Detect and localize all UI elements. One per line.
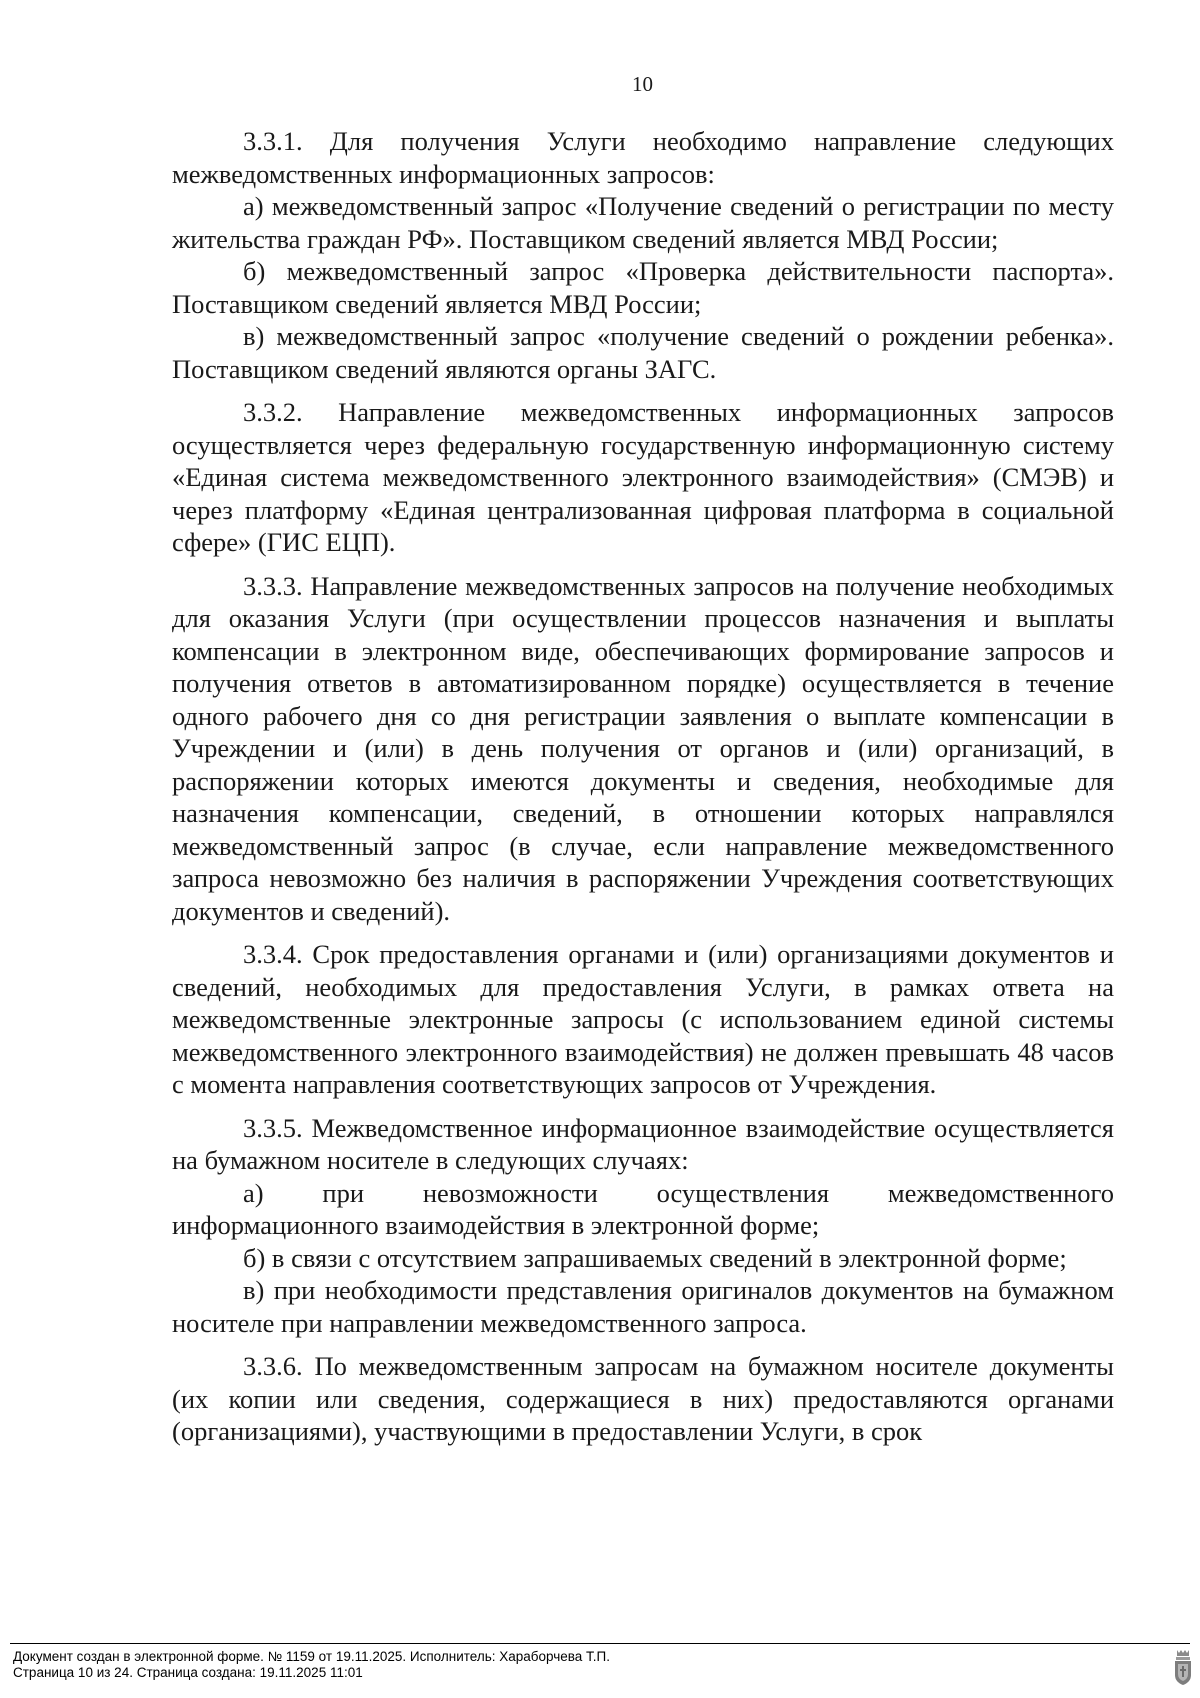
list-item-v: в) при необходимости представления оригиналов документов на бумажном носителе при направлении межведомственного запроса. bbox=[172, 1275, 1114, 1338]
list-item-v: в) межведомственный запрос «получение сведений о рождении ребенка». Поставщиком сведений являются органы ЗАГС. bbox=[172, 321, 1114, 384]
paragraph-3-3-4: 3.3.4. Срок предоставления органами и (или) организациями документов и сведений, необходимых для предоставления Услуги, в рамках ответа на межведомственные электронные запросы (с использованием единой системы межведомственного электронного взаимодействия) не должен превышать 48 часов с момента направления соответствующих запросов от Учреждения. bbox=[172, 939, 1114, 1099]
footer-divider bbox=[10, 1643, 1190, 1644]
footer-document-info: Документ создан в электронной форме. № 1159 от 19.11.2025. Исполнитель: Хараборчева Т.П. bbox=[13, 1649, 610, 1664]
list-item-b: б) в связи с отсутствием запрашиваемых сведений в электронной форме; bbox=[243, 1242, 1067, 1273]
paragraph-3-3-6: 3.3.6. По межведомственным запросам на бумажном носителе документы (их копии или сведения, содержащиеся в них) предоставляются органами (организациями), участвующими в предоставлении Услуги, в срок bbox=[172, 1351, 1114, 1446]
coat-of-arms-icon bbox=[1173, 1648, 1193, 1686]
document-body bbox=[172, 125, 1114, 1448]
paragraph-3-3-5: 3.3.5. Межведомственное информационное взаимодействие осуществляется на бумажном носителе в следующих случаях: bbox=[172, 1112, 1114, 1175]
document-footer bbox=[13, 1649, 610, 1681]
paragraph-3-3-1: 3.3.1. Для получения Услуги необходимо направление следующих межведомственных информационных запросов: bbox=[172, 126, 1114, 189]
page-number: 10 bbox=[632, 72, 653, 96]
list-item-a: а) межведомственный запрос «Получение сведений о регистрации по месту жительства граждан РФ». Поставщиком сведений является МВД России; bbox=[172, 191, 1114, 254]
list-item-b: б) межведомственный запрос «Проверка действительности паспорта». Поставщиком сведений является МВД России; bbox=[172, 256, 1114, 319]
paragraph-3-3-2: 3.3.2. Направление межведомственных информационных запросов осуществляется через федеральную государственную информационную систему «Единая система межведомственного электронного взаимодействия» (СМЭВ) и через платформу «Единая централизованная цифровая платформа в социальной сфере» (ГИС ЕЦП). bbox=[172, 397, 1114, 557]
list-item-a: а) при невозможности осуществления межведомственного информационного взаимодействия в электронной форме; bbox=[172, 1177, 1114, 1240]
paragraph-3-3-3: 3.3.3. Направление межведомственных запросов на получение необходимых для оказания Услуги (при осуществлении процессов назначения и выплаты компенсации в электронном виде, обеспечивающих формирование запросов и получения ответов в автоматизированном порядке) осуществляется в течение одного рабочего дня со дня регистрации заявления о выплате компенсации в Учреждении и (или) в день получения от органов и (или) организаций, в распоряжении которых имеются документы и сведения, необходимые для назначения компенсации, сведений, в отношении которых направлялся межведомственный запрос (в случае, если направление межведомственного запроса невозможно без наличия в распоряжении Учреждения соответствующих документов и сведений). bbox=[172, 570, 1114, 926]
footer-page-info: Страница 10 из 24. Страница создана: 19.11.2025 11:01 bbox=[13, 1665, 363, 1680]
